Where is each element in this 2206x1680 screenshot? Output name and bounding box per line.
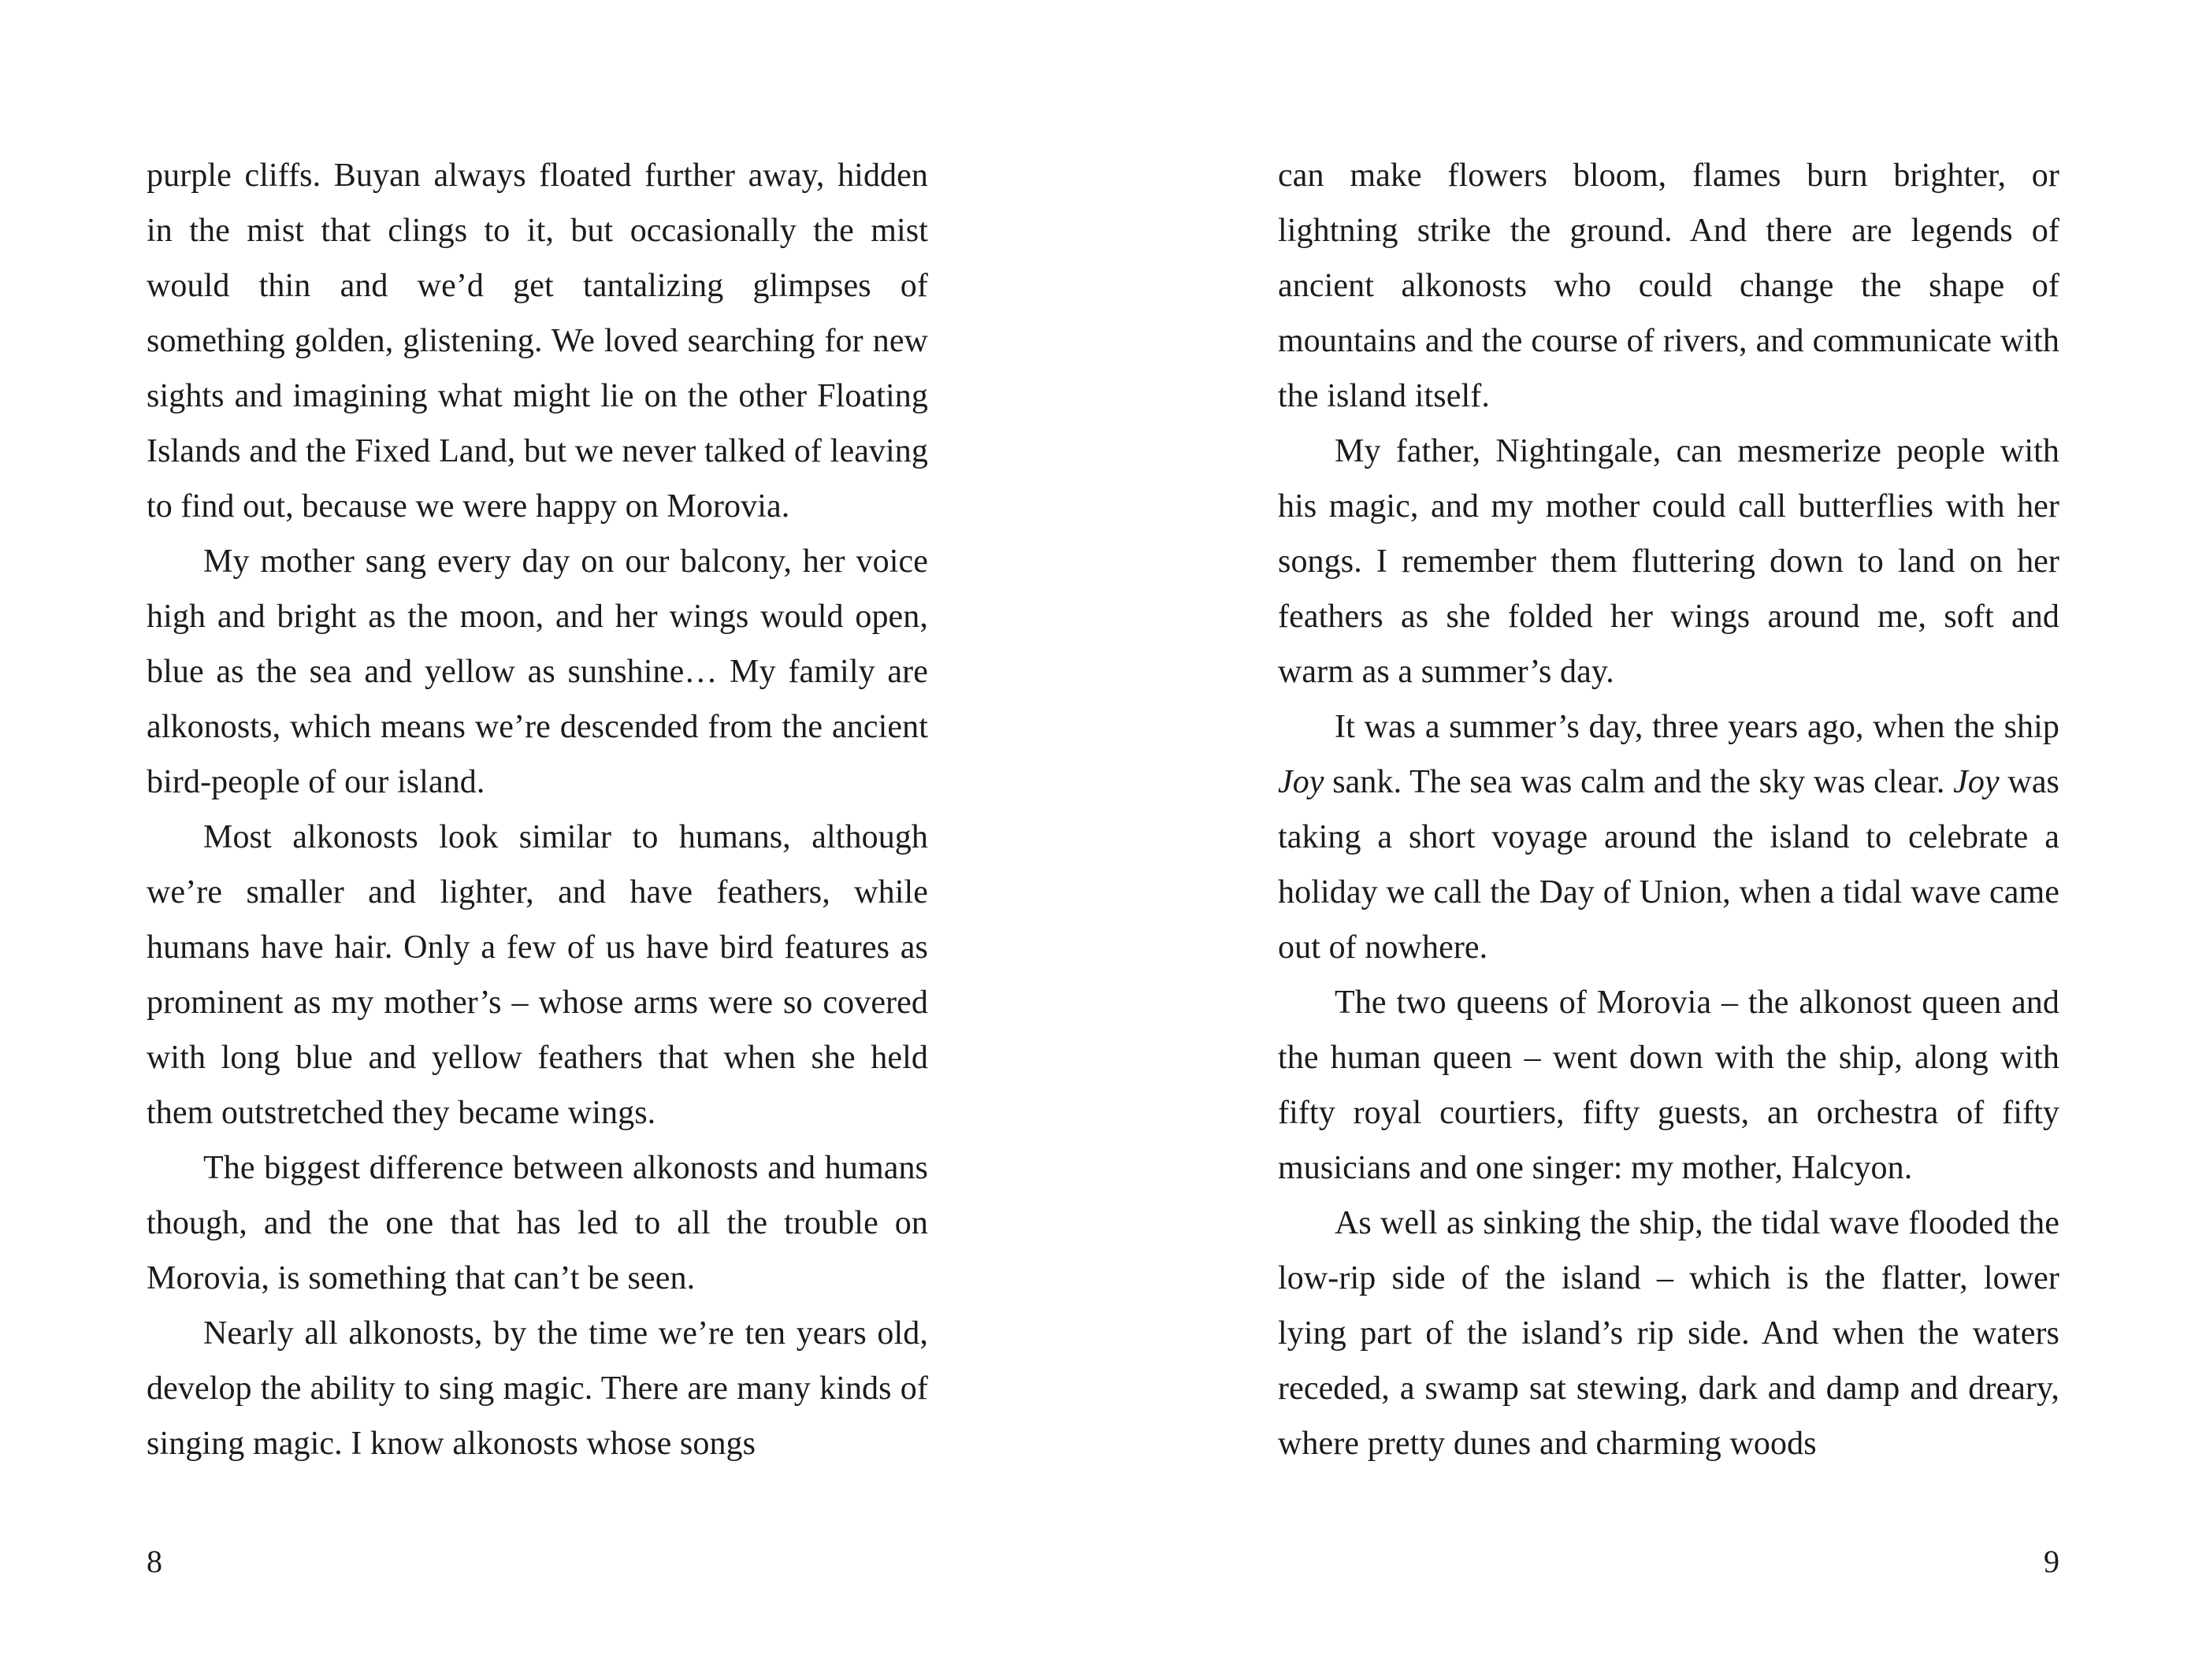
text-run: As well as sinking the ship, the tidal wave flooded the low-rip side of the island – which is the flatter, lower lying part of the island’s rip side. And when the waters receded, a swamp sat stewing, dark and damp and dreary, where pretty dunes and charming woods [1278, 1205, 2059, 1462]
paragraph [147, 810, 928, 1140]
page-right [1103, 0, 2206, 1680]
page-number-right: 9 [2044, 1544, 2059, 1579]
paragraph [1278, 1196, 2059, 1471]
text-run: was taking a short voyage around the island to celebrate a holiday we call the Day of Union, when a tidal wave came out of nowhere. [1278, 764, 2060, 966]
paragraph [1278, 699, 2059, 975]
paragraph [147, 148, 928, 534]
italic-text-run: Joy [1278, 764, 1324, 800]
paragraph [147, 534, 928, 810]
text-run: can make flowers bloom, flames burn brighter, or lightning strike the ground. And there are legends of ancient alkonosts who could change the shape of mountains and the course of rivers, and communicate with the island itself. [1278, 158, 2059, 414]
text-run: Most alkonosts look similar to humans, although we’re smaller and lighter, and have feathers, while humans have hair. Only a few of us have bird features as prominent as my mother’s – whose arms were so covered with long blue and yellow feathers that when she held them outstretched they became wings. [147, 819, 928, 1131]
page-right-text-column [1278, 148, 2059, 1471]
page-number-left: 8 [147, 1544, 162, 1579]
paragraph [1278, 975, 2059, 1196]
text-run: Nearly all alkonosts, by the time we’re ten years old, develop the ability to sing magic. There are many kinds of singing magic. I know alkonosts whose songs [147, 1315, 928, 1462]
paragraph [147, 1306, 928, 1471]
paragraph [147, 1140, 928, 1306]
italic-text-run: Joy [1953, 764, 2000, 800]
text-run: My mother sang every day on our balcony, her voice high and bright as the moon, and her wings would open, blue as the sea and yellow as sunshine… My family are alkonosts, which means we’re descended from the ancient bird-people of our island. [147, 543, 928, 800]
page-left-text-column [147, 148, 928, 1471]
paragraph [1278, 424, 2059, 699]
text-run: The two queens of Morovia – the alkonost queen and the human queen – went down with the ship, along with fifty royal courtiers, fifty guests, an orchestra of fifty musicians and one singer: my mother, Halcyon. [1278, 985, 2059, 1186]
text-run: purple cliffs. Buyan always floated further away, hidden in the mist that clings to it, but occasionally the mist would thin and we’d get tantalizing glimpses of something golden, glistening. We loved searching for new sights and imagining what might lie on the other Floating Islands and the Fixed Land, but we never talked of leaving to find out, because we were happy on Morovia. [147, 158, 928, 525]
text-run: My father, Nightingale, can mesmerize people with his magic, and my mother could call butterflies with her songs. I remember them fluttering down to land on her feathers as she folded her wings around me, soft and warm as a summer’s day. [1278, 433, 2059, 690]
paragraph [1278, 148, 2059, 424]
text-run: sank. The sea was calm and the sky was clear. [1324, 764, 1954, 800]
text-run: It was a summer’s day, three years ago, when the ship [1335, 709, 2059, 745]
text-run: The biggest difference between alkonosts and humans though, and the one that has led to all the trouble on Morovia, is something that can’t be seen. [147, 1150, 928, 1296]
